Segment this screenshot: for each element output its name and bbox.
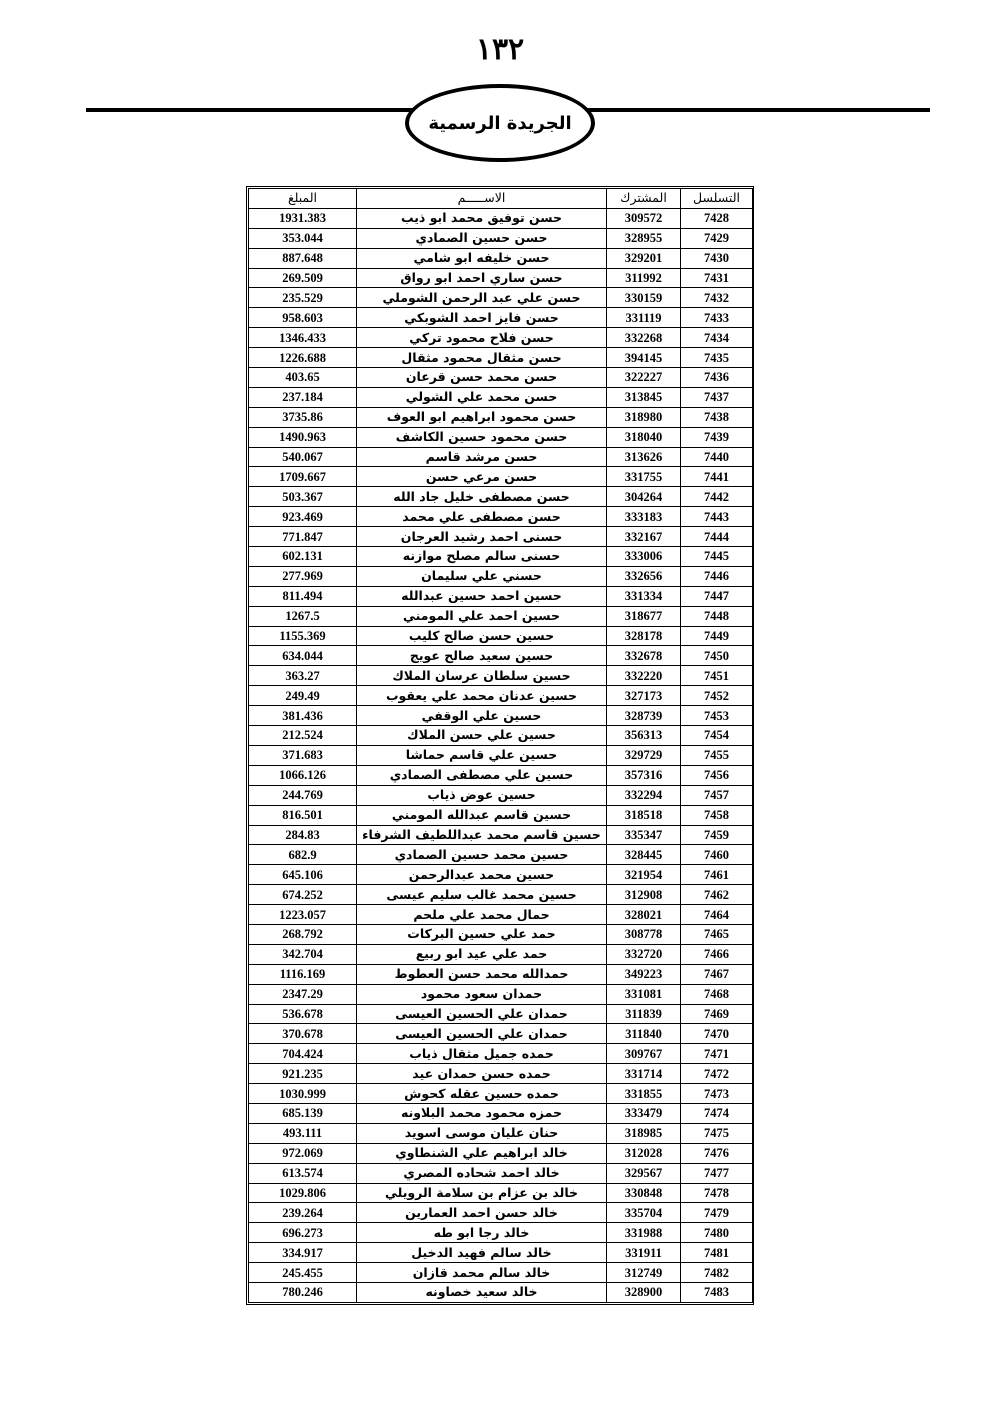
- name-cell: حمدان علي الحسين العيسى: [357, 1024, 607, 1044]
- amount-cell: 342.704: [249, 944, 357, 964]
- amount-cell: 3735.86: [249, 407, 357, 427]
- subscriber-cell: 331911: [607, 1243, 681, 1263]
- serial-cell: 7445: [681, 547, 753, 567]
- serial-cell: 7436: [681, 368, 753, 388]
- amount-cell: 493.111: [249, 1123, 357, 1143]
- table-row: [249, 368, 753, 388]
- table-row: [249, 1282, 753, 1302]
- page-number: ١٣٢: [475, 32, 525, 67]
- name-cell: حسين علي قاسم حماشا: [357, 745, 607, 765]
- serial-cell: 7446: [681, 566, 753, 586]
- name-cell: حسين عدنان محمد علي يعقوب: [357, 686, 607, 706]
- serial-cell: 7433: [681, 308, 753, 328]
- subscriber-cell: 331855: [607, 1084, 681, 1104]
- amount-cell: 277.969: [249, 566, 357, 586]
- subscriber-cell: 332720: [607, 944, 681, 964]
- amount-cell: 381.436: [249, 706, 357, 726]
- name-cell: حسن مثقال محمود مثقال: [357, 348, 607, 368]
- serial-cell: 7479: [681, 1203, 753, 1223]
- subscriber-cell: 318040: [607, 427, 681, 447]
- subscriber-cell: 331334: [607, 586, 681, 606]
- amount-cell: 268.792: [249, 924, 357, 944]
- serial-cell: 7458: [681, 805, 753, 825]
- table-row: [249, 805, 753, 825]
- amount-cell: 353.044: [249, 228, 357, 248]
- subscriber-cell: 330159: [607, 288, 681, 308]
- table-row: [249, 944, 753, 964]
- subscriber-cell: 327173: [607, 686, 681, 706]
- amount-cell: 235.529: [249, 288, 357, 308]
- name-cell: حمال محمد علي ملحم: [357, 905, 607, 925]
- table-row: [249, 785, 753, 805]
- amount-cell: 696.273: [249, 1223, 357, 1243]
- table-row: [249, 387, 753, 407]
- name-cell: حسن فلاح محمود تركي: [357, 328, 607, 348]
- subscriber-cell: 329567: [607, 1163, 681, 1183]
- table-row: [249, 208, 753, 228]
- name-cell: حسنى سالم مصلح موازنه: [357, 547, 607, 567]
- name-cell: حسين محمد حسين الصمادي: [357, 845, 607, 865]
- name-cell: خالد حسن احمد العمارين: [357, 1203, 607, 1223]
- header-title: الجريدة الرسمية: [428, 112, 572, 134]
- name-cell: حمدان سعود محمود: [357, 984, 607, 1004]
- name-cell: حسين علي حسن الملاك: [357, 726, 607, 746]
- name-cell: حسن علي عبد الرحمن الشوملي: [357, 288, 607, 308]
- serial-cell: 7468: [681, 984, 753, 1004]
- table-row: [249, 626, 753, 646]
- subscriber-cell: 328178: [607, 626, 681, 646]
- subscriber-cell: 328445: [607, 845, 681, 865]
- subscriber-cell: 394145: [607, 348, 681, 368]
- table-row: [249, 1064, 753, 1084]
- serial-cell: 7462: [681, 885, 753, 905]
- subscribers-table: [248, 188, 753, 1303]
- serial-cell: 7443: [681, 507, 753, 527]
- amount-cell: 540.067: [249, 447, 357, 467]
- name-cell: خالد احمد شحاده المصري: [357, 1163, 607, 1183]
- serial-cell: 7461: [681, 865, 753, 885]
- amount-cell: 239.264: [249, 1203, 357, 1223]
- amount-cell: 1931.383: [249, 208, 357, 228]
- amount-cell: 363.27: [249, 666, 357, 686]
- table-row: [249, 666, 753, 686]
- name-cell: خالد سعيد خصاونه: [357, 1282, 607, 1302]
- amount-cell: 503.367: [249, 487, 357, 507]
- subscriber-cell: 322227: [607, 368, 681, 388]
- name-cell: حسين علي الوقفي: [357, 706, 607, 726]
- table-row: [249, 527, 753, 547]
- serial-cell: 7434: [681, 328, 753, 348]
- serial-cell: 7482: [681, 1263, 753, 1283]
- subscriber-cell: 313845: [607, 387, 681, 407]
- serial-cell: 7428: [681, 208, 753, 228]
- header-serial: التسلسل: [681, 189, 753, 209]
- name-cell: خالد بن عزام بن سلامة الرويلي: [357, 1183, 607, 1203]
- serial-cell: 7430: [681, 248, 753, 268]
- table-row: [249, 228, 753, 248]
- serial-cell: 7432: [681, 288, 753, 308]
- table-row: [249, 288, 753, 308]
- table-row: [249, 328, 753, 348]
- amount-cell: 685.139: [249, 1103, 357, 1123]
- serial-cell: 7478: [681, 1183, 753, 1203]
- subscriber-cell: 333183: [607, 507, 681, 527]
- serial-cell: 7481: [681, 1243, 753, 1263]
- header-subscriber: المشترك: [607, 189, 681, 209]
- serial-cell: 7435: [681, 348, 753, 368]
- amount-cell: 1267.5: [249, 606, 357, 626]
- subscriber-cell: 328021: [607, 905, 681, 925]
- amount-cell: 634.044: [249, 646, 357, 666]
- serial-cell: 7474: [681, 1103, 753, 1123]
- name-cell: حسن حسين الصمادي: [357, 228, 607, 248]
- subscriber-cell: 313626: [607, 447, 681, 467]
- serial-cell: 7451: [681, 666, 753, 686]
- subscriber-cell: 331081: [607, 984, 681, 1004]
- table-header-row: [249, 189, 753, 209]
- table-row: [249, 606, 753, 626]
- amount-cell: 1346.433: [249, 328, 357, 348]
- subscriber-cell: 331119: [607, 308, 681, 328]
- serial-cell: 7466: [681, 944, 753, 964]
- serial-cell: 7480: [681, 1223, 753, 1243]
- table-row: [249, 1123, 753, 1143]
- table-row: [249, 885, 753, 905]
- amount-cell: 1490.963: [249, 427, 357, 447]
- amount-cell: 371.683: [249, 745, 357, 765]
- serial-cell: 7437: [681, 387, 753, 407]
- subscriber-cell: 349223: [607, 964, 681, 984]
- subscriber-cell: 328900: [607, 1282, 681, 1302]
- table-row: [249, 825, 753, 845]
- subscriber-cell: 312028: [607, 1143, 681, 1163]
- name-cell: حسن مرشد قاسم: [357, 447, 607, 467]
- serial-cell: 7476: [681, 1143, 753, 1163]
- amount-cell: 972.069: [249, 1143, 357, 1163]
- subscriber-cell: 332294: [607, 785, 681, 805]
- serial-cell: 7473: [681, 1084, 753, 1104]
- serial-cell: 7483: [681, 1282, 753, 1302]
- amount-cell: 811.494: [249, 586, 357, 606]
- name-cell: حسين حسن صالح كليب: [357, 626, 607, 646]
- subscriber-cell: 332656: [607, 566, 681, 586]
- header-name: الاســـــم: [357, 189, 607, 209]
- table-row: [249, 646, 753, 666]
- name-cell: حسن فايز احمد الشوبكي: [357, 308, 607, 328]
- name-cell: حسين سعيد صالح عويج: [357, 646, 607, 666]
- amount-cell: 958.603: [249, 308, 357, 328]
- amount-cell: 1223.057: [249, 905, 357, 925]
- name-cell: حمدان علي الحسين العيسى: [357, 1004, 607, 1024]
- amount-cell: 1155.369: [249, 626, 357, 646]
- table-row: [249, 845, 753, 865]
- name-cell: حسن محمد حسن قرعان: [357, 368, 607, 388]
- amount-cell: 403.65: [249, 368, 357, 388]
- serial-cell: 7440: [681, 447, 753, 467]
- subscriber-cell: 318980: [607, 407, 681, 427]
- table-row: [249, 865, 753, 885]
- name-cell: حمد علي عيد ابو ربيع: [357, 944, 607, 964]
- table-row: [249, 726, 753, 746]
- amount-cell: 370.678: [249, 1024, 357, 1044]
- table-row: [249, 427, 753, 447]
- table-row: [249, 1143, 753, 1163]
- serial-cell: 7454: [681, 726, 753, 746]
- serial-cell: 7459: [681, 825, 753, 845]
- serial-cell: 7457: [681, 785, 753, 805]
- name-cell: حسنى احمد رشيد العرجان: [357, 527, 607, 547]
- serial-cell: 7452: [681, 686, 753, 706]
- serial-cell: 7439: [681, 427, 753, 447]
- table-row: [249, 348, 753, 368]
- name-cell: حمزه محمود محمد البلاونه: [357, 1103, 607, 1123]
- serial-cell: 7471: [681, 1044, 753, 1064]
- amount-cell: 1030.999: [249, 1084, 357, 1104]
- table-row: [249, 248, 753, 268]
- subscriber-cell: 309572: [607, 208, 681, 228]
- serial-cell: 7477: [681, 1163, 753, 1183]
- subscriber-cell: 331755: [607, 467, 681, 487]
- serial-cell: 7465: [681, 924, 753, 944]
- name-cell: حسن مرعي حسن: [357, 467, 607, 487]
- table-row: [249, 487, 753, 507]
- serial-cell: 7448: [681, 606, 753, 626]
- amount-cell: 284.83: [249, 825, 357, 845]
- serial-cell: 7464: [681, 905, 753, 925]
- table-row: [249, 1263, 753, 1283]
- subscriber-cell: 335347: [607, 825, 681, 845]
- name-cell: حمده حسن حمدان عيد: [357, 1064, 607, 1084]
- name-cell: حنان عليان موسى اسويد: [357, 1123, 607, 1143]
- name-cell: حمده جميل مثقال ذياب: [357, 1044, 607, 1064]
- amount-cell: 249.49: [249, 686, 357, 706]
- subscriber-cell: 304264: [607, 487, 681, 507]
- table-row: [249, 467, 753, 487]
- name-cell: حسن مصطفى علي محمد: [357, 507, 607, 527]
- table-row: [249, 447, 753, 467]
- amount-cell: 212.524: [249, 726, 357, 746]
- name-cell: حسن توفيق محمد ابو ذيب: [357, 208, 607, 228]
- name-cell: حسين علي مصطفى الصمادي: [357, 765, 607, 785]
- amount-cell: 1029.806: [249, 1183, 357, 1203]
- name-cell: حسن محمود ابراهيم ابو العوف: [357, 407, 607, 427]
- subscriber-cell: 329201: [607, 248, 681, 268]
- name-cell: حسين قاسم محمد عبداللطيف الشرفاء: [357, 825, 607, 845]
- subscriber-cell: 318985: [607, 1123, 681, 1143]
- table-row: [249, 1203, 753, 1223]
- subscriber-cell: 331988: [607, 1223, 681, 1243]
- subscriber-cell: 309767: [607, 1044, 681, 1064]
- table-row: [249, 686, 753, 706]
- amount-cell: 244.769: [249, 785, 357, 805]
- serial-cell: 7429: [681, 228, 753, 248]
- subscriber-cell: 312749: [607, 1263, 681, 1283]
- table-row: [249, 407, 753, 427]
- amount-cell: 2347.29: [249, 984, 357, 1004]
- table-row: [249, 706, 753, 726]
- subscriber-cell: 329729: [607, 745, 681, 765]
- table-row: [249, 924, 753, 944]
- serial-cell: 7475: [681, 1123, 753, 1143]
- name-cell: حسن ساري احمد ابو رواق: [357, 268, 607, 288]
- amount-cell: 1066.126: [249, 765, 357, 785]
- amount-cell: 923.469: [249, 507, 357, 527]
- subscriber-cell: 318677: [607, 606, 681, 626]
- subscriber-cell: 311840: [607, 1024, 681, 1044]
- table-row: [249, 547, 753, 567]
- table-row: [249, 745, 753, 765]
- subscriber-cell: 311992: [607, 268, 681, 288]
- subscriber-cell: 332167: [607, 527, 681, 547]
- amount-cell: 674.252: [249, 885, 357, 905]
- amount-cell: 334.917: [249, 1243, 357, 1263]
- subscriber-cell: 335704: [607, 1203, 681, 1223]
- subscriber-cell: 328739: [607, 706, 681, 726]
- table-row: [249, 1163, 753, 1183]
- name-cell: حسين سلطان عرسان الملاك: [357, 666, 607, 686]
- serial-cell: 7449: [681, 626, 753, 646]
- table-row: [249, 984, 753, 1004]
- table-row: [249, 905, 753, 925]
- subscriber-cell: 356313: [607, 726, 681, 746]
- subscriber-cell: 311839: [607, 1004, 681, 1024]
- table-row: [249, 566, 753, 586]
- amount-cell: 602.131: [249, 547, 357, 567]
- subscriber-cell: 333006: [607, 547, 681, 567]
- serial-cell: 7438: [681, 407, 753, 427]
- name-cell: خالد سالم فهيد الدخيل: [357, 1243, 607, 1263]
- table-row: [249, 1024, 753, 1044]
- serial-cell: 7456: [681, 765, 753, 785]
- subscriber-cell: 332678: [607, 646, 681, 666]
- table-body: [249, 208, 753, 1302]
- name-cell: خالد سالم محمد قازان: [357, 1263, 607, 1283]
- name-cell: حسن محمود حسين الكاشف: [357, 427, 607, 447]
- table-row: [249, 308, 753, 328]
- subscriber-cell: 312908: [607, 885, 681, 905]
- amount-cell: 780.246: [249, 1282, 357, 1302]
- amount-cell: 921.235: [249, 1064, 357, 1084]
- table-row: [249, 1044, 753, 1064]
- serial-cell: 7431: [681, 268, 753, 288]
- serial-cell: 7444: [681, 527, 753, 547]
- name-cell: حمدالله محمد حسن العطوط: [357, 964, 607, 984]
- name-cell: حسني علي سليمان: [357, 566, 607, 586]
- amount-cell: 536.678: [249, 1004, 357, 1024]
- subscriber-cell: 330848: [607, 1183, 681, 1203]
- serial-cell: 7453: [681, 706, 753, 726]
- table-row: [249, 1004, 753, 1024]
- table-row: [249, 1183, 753, 1203]
- header-oval: [405, 84, 595, 162]
- amount-cell: 613.574: [249, 1163, 357, 1183]
- amount-cell: 704.424: [249, 1044, 357, 1064]
- header-amount: المبلغ: [249, 189, 357, 209]
- amount-cell: 237.184: [249, 387, 357, 407]
- table-row: [249, 586, 753, 606]
- amount-cell: 1709.667: [249, 467, 357, 487]
- name-cell: خالد رجا ابو طه: [357, 1223, 607, 1243]
- serial-cell: 7447: [681, 586, 753, 606]
- subscriber-cell: 357316: [607, 765, 681, 785]
- name-cell: حسين قاسم عبدالله المومني: [357, 805, 607, 825]
- name-cell: حسين احمد علي المومني: [357, 606, 607, 626]
- name-cell: حمد علي حسين البركات: [357, 924, 607, 944]
- name-cell: حسن مصطفى خليل جاد الله: [357, 487, 607, 507]
- amount-cell: 245.455: [249, 1263, 357, 1283]
- amount-cell: 1226.688: [249, 348, 357, 368]
- name-cell: حسين عوض ذياب: [357, 785, 607, 805]
- subscriber-cell: 331714: [607, 1064, 681, 1084]
- serial-cell: 7470: [681, 1024, 753, 1044]
- name-cell: حسن خليفه ابو شامي: [357, 248, 607, 268]
- serial-cell: 7472: [681, 1064, 753, 1084]
- amount-cell: 682.9: [249, 845, 357, 865]
- table-row: [249, 268, 753, 288]
- subscriber-cell: 332268: [607, 328, 681, 348]
- amount-cell: 269.509: [249, 268, 357, 288]
- amount-cell: 771.847: [249, 527, 357, 547]
- table-row: [249, 765, 753, 785]
- serial-cell: 7467: [681, 964, 753, 984]
- name-cell: حسين محمد عبدالرحمن: [357, 865, 607, 885]
- name-cell: حمده حسين عقله كحوش: [357, 1084, 607, 1104]
- serial-cell: 7442: [681, 487, 753, 507]
- name-cell: خالد ابراهيم علي الشنطاوي: [357, 1143, 607, 1163]
- serial-cell: 7455: [681, 745, 753, 765]
- subscriber-cell: 321954: [607, 865, 681, 885]
- serial-cell: 7460: [681, 845, 753, 865]
- amount-cell: 816.501: [249, 805, 357, 825]
- subscriber-cell: 318518: [607, 805, 681, 825]
- table-row: [249, 1223, 753, 1243]
- serial-cell: 7441: [681, 467, 753, 487]
- serial-cell: 7450: [681, 646, 753, 666]
- table-row: [249, 1103, 753, 1123]
- subscriber-cell: 332220: [607, 666, 681, 686]
- table-row: [249, 1084, 753, 1104]
- name-cell: حسين احمد حسين عبدالله: [357, 586, 607, 606]
- amount-cell: 1116.169: [249, 964, 357, 984]
- serial-cell: 7469: [681, 1004, 753, 1024]
- amount-cell: 887.648: [249, 248, 357, 268]
- table-row: [249, 507, 753, 527]
- name-cell: حسين محمد غالب سليم عيسى: [357, 885, 607, 905]
- table-row: [249, 964, 753, 984]
- table-row: [249, 1243, 753, 1263]
- subscriber-cell: 333479: [607, 1103, 681, 1123]
- subscriber-cell: 308778: [607, 924, 681, 944]
- name-cell: حسن محمد علي الشولي: [357, 387, 607, 407]
- subscriber-cell: 328955: [607, 228, 681, 248]
- amount-cell: 645.106: [249, 865, 357, 885]
